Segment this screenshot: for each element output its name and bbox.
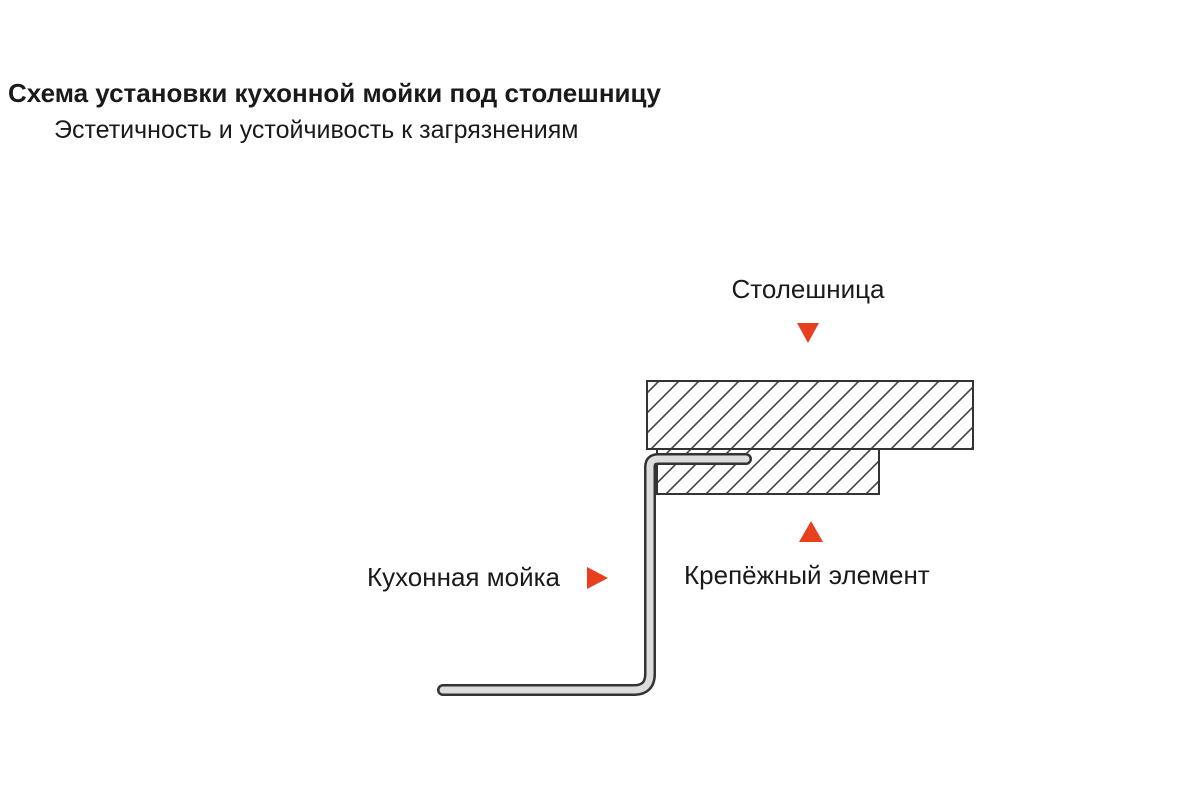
fastener-label: Крепёжный элемент: [684, 560, 930, 590]
countertop-arrow-icon: [797, 323, 819, 343]
countertop-label: Столешница: [731, 274, 885, 304]
countertop-slab: [647, 381, 973, 449]
sink-arrow-icon: [587, 567, 608, 589]
page-title: Схема установки кухонной мойки под столешницу: [8, 78, 661, 108]
fastener-arrow-icon: [799, 521, 823, 542]
sink-label: Кухонная мойка: [366, 562, 560, 592]
page-subtitle: Эстетичность и устойчивость к загрязнениям: [54, 116, 579, 144]
